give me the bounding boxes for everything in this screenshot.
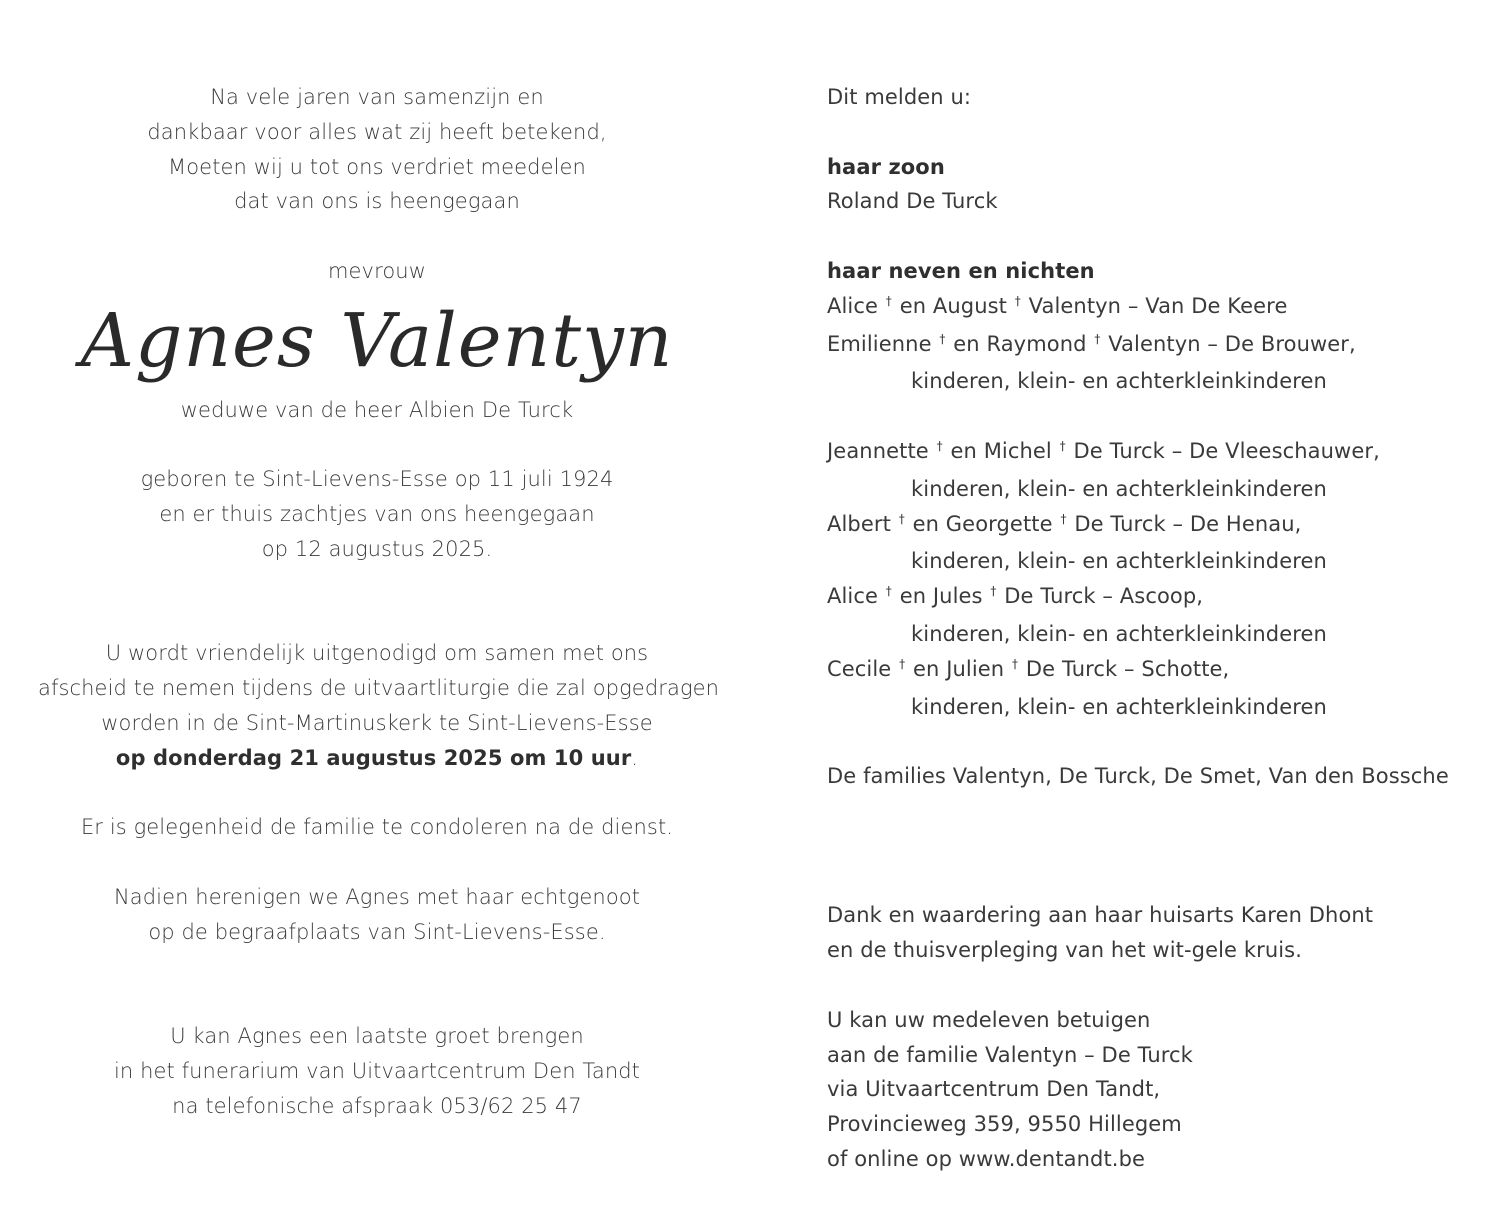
dagger-icon: † [1060,511,1067,526]
dagger-icon: † [1094,331,1101,346]
families-line: De families Valentyn, De Turck, De Smet, Van den Bossche [827,764,1449,789]
condolences-info-line: aan de familie Valentyn – De Turck [827,1042,1193,1067]
condolences-info-line: of online op www.dentandt.be [827,1146,1146,1171]
service-date-line [38,741,716,776]
condolences-info-line: Provincieweg 359, 9550 Hillegem [827,1112,1182,1137]
nephews-heading: haar neven en nichten [827,258,1095,283]
descendants-line: kinderen, klein- en achterkleinkinderen [911,694,1327,719]
dagger-icon: † [939,331,946,346]
dagger-icon: † [936,438,943,453]
couple-line: Emilienne † en Raymond † Valentyn – De Brouwer, [827,331,1356,356]
dagger-icon: † [885,293,892,308]
left-column [38,80,720,1124]
right-column [827,80,1497,1177]
couple-line: Cecile † en Julien † De Turck – Schotte, [827,656,1230,681]
thanks-line: Dank en waardering aan haar huisarts Karen Dhont [827,903,1374,928]
invitation-line: afscheid te nemen tijdens de uitvaartliturgie die zal opgedragen [38,676,720,701]
couple-line: Albert † en Georgette † De Turck – De Henau, [827,511,1302,536]
descendants-line: kinderen, klein- en achterkleinkinderen [911,476,1327,501]
descendants-line: kinderen, klein- en achterkleinkinderen [911,369,1327,394]
burial-line: op de begraafplaats van Sint-Lievens-Esse. [148,919,606,944]
intro-line: dankbaar voor alles wat zij heeft betekend, [147,119,607,144]
condolences-info-line: via Uitvaartcentrum Den Tandt, [827,1077,1161,1102]
visit-line: in het funerarium van Uitvaartcentrum Den Tandt [113,1058,640,1083]
intro-line: Na vele jaren van samenzijn en [210,85,544,109]
condolence-line: Er is gelegenheid de familie te condoleren na de dienst. [80,815,674,840]
dagger-icon: † [1012,656,1019,671]
dagger-icon: † [1059,438,1066,453]
invitation-line: worden in de Sint-Martinuskerk te Sint-Lievens-Esse [101,710,653,735]
service-date-suffix: . [631,745,639,770]
announce-line: Dit melden u: [827,85,972,109]
service-date: op donderdag 21 augustus 2025 om 10 uur [115,745,632,770]
birth-line: geboren te Sint-Lievens-Esse op 11 juli 1924 [140,467,614,492]
couple-line: Alice † en August † Valentyn – Van De Keere [827,293,1288,318]
descendants-line: kinderen, klein- en achterkleinkinderen [911,621,1327,646]
descendants-line: kinderen, klein- en achterkleinkinderen [911,549,1327,574]
visit-line: na telefonische afspraak 053/62 25 47 [172,1093,582,1118]
dagger-icon: † [990,584,997,599]
invitation-line: U wordt vriendelijk uitgenodigd om samen met ons [105,641,649,666]
dagger-icon: † [899,656,906,671]
dagger-icon: † [898,511,905,526]
dagger-icon: † [1014,293,1021,308]
visit-line: U kan Agnes een laatste groet brengen [170,1024,584,1049]
couple-line: Alice † en Jules † De Turck – Ascoop, [827,584,1204,609]
birth-line: op 12 augustus 2025. [261,536,493,561]
birth-line: en er thuis zachtjes van ons heengegaan [159,502,595,527]
couple-line: Jeannette † en Michel † De Turck – De Vleeschauwer, [827,438,1380,463]
widow-line: weduwe van de heer Albien De Turck [180,397,574,422]
son-heading: haar zoon [827,154,945,179]
deceased-name: Agnes Valentyn [80,297,674,384]
son-name: Roland De Turck [827,189,998,214]
condolences-info-line: U kan uw medeleven betuigen [827,1007,1151,1032]
burial-line: Nadien herenigen we Agnes met haar echtgenoot [113,884,641,909]
thanks-line: en de thuisverpleging van het wit-gele kruis. [827,938,1302,963]
dagger-icon: † [885,584,892,599]
intro-line: Moeten wij u tot ons verdriet meedelen [168,154,586,179]
title-mevrouw: mevrouw [327,258,426,283]
intro-line: dat van ons is heengegaan [234,189,520,214]
